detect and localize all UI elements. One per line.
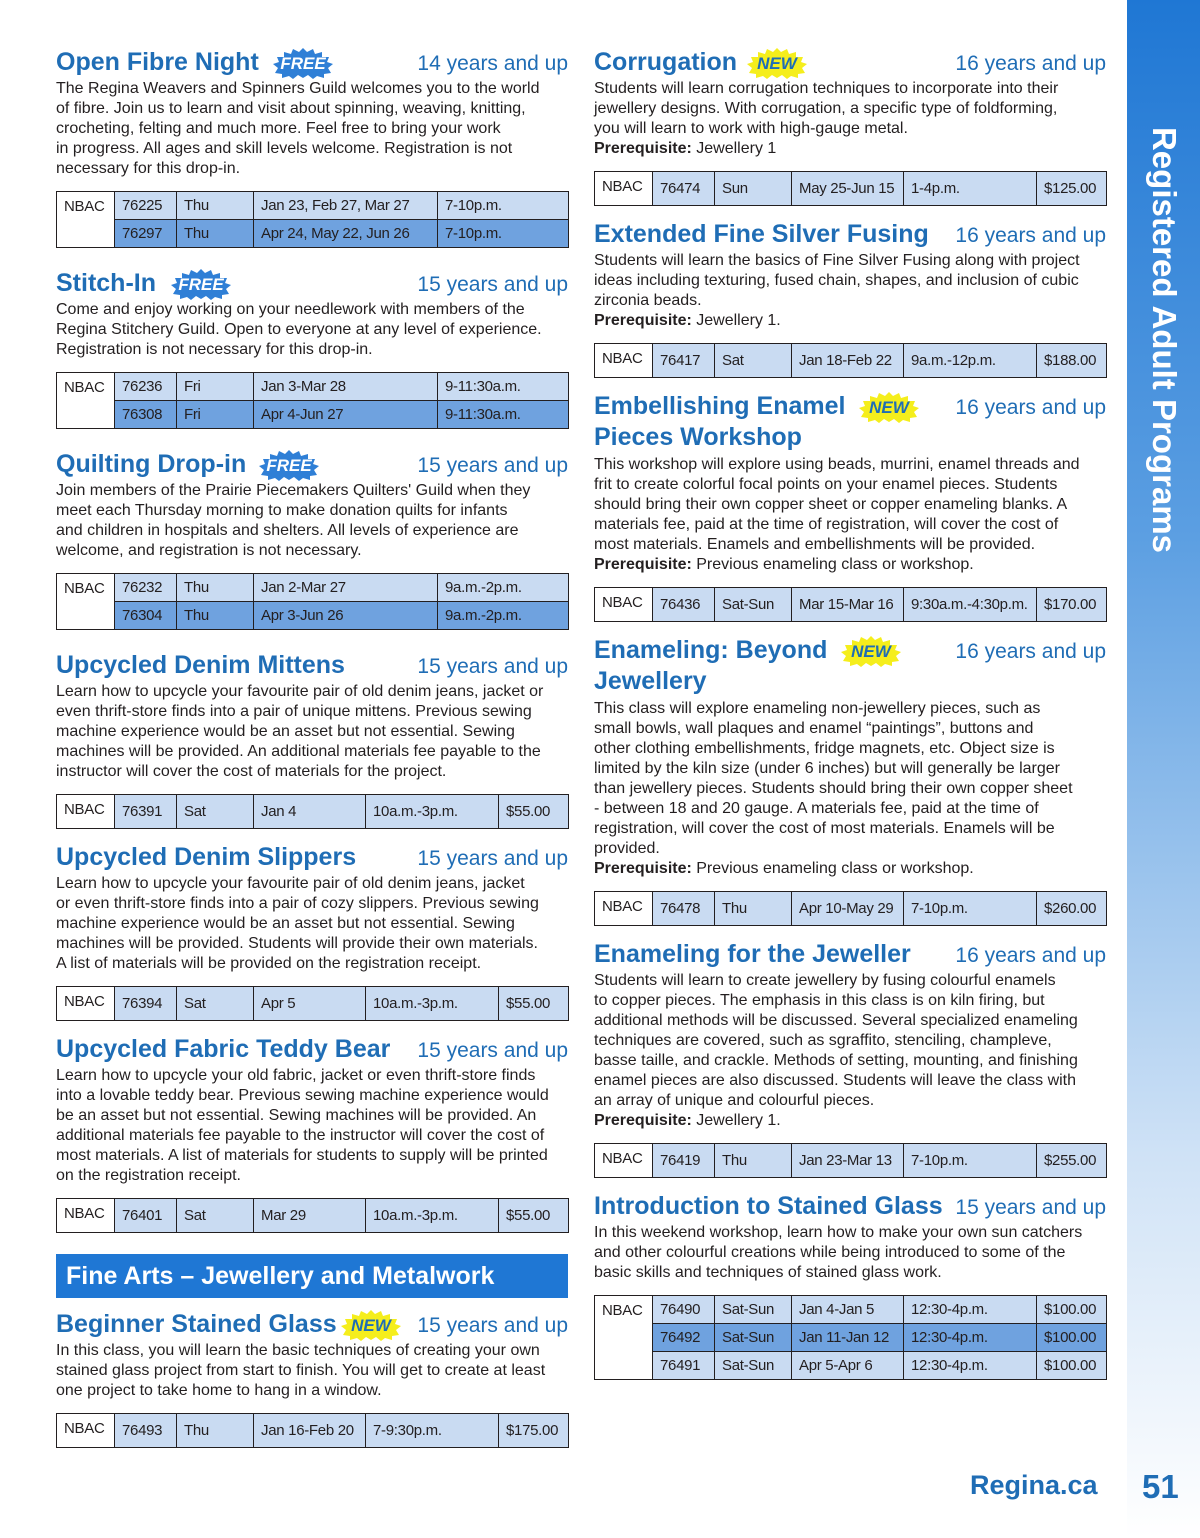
program-title: Beginner Stained Glass xyxy=(56,1310,337,1338)
svg-text:FREE: FREE xyxy=(280,54,326,73)
svg-text:NEW: NEW xyxy=(351,1316,391,1335)
location-cell: NBAC xyxy=(595,1296,653,1380)
program-title: Embellishing Enamel Pieces Workshop xyxy=(594,392,846,451)
price: $255.00 xyxy=(1037,1144,1107,1178)
course-code[interactable]: 76436 xyxy=(653,588,715,622)
program-title: Quilting Drop-in xyxy=(56,450,247,478)
section-banner: Fine Arts – Jewellery and Metalwork xyxy=(56,1254,568,1298)
prerequisite: Prerequisite: Jewellery 1. xyxy=(594,312,781,329)
price: $55.00 xyxy=(499,1199,569,1233)
side-tab-title: Registered Adult Programs xyxy=(1146,126,1183,554)
age-range: 15 years and up xyxy=(417,454,568,477)
program-title: Upcycled Denim Mittens xyxy=(56,651,345,679)
age-range: 16 years and up xyxy=(955,52,1106,75)
program-enameling-for-the-jeweller xyxy=(594,939,1106,1178)
prerequisite: Prerequisite: Jewellery 1 xyxy=(594,140,777,157)
program-description: Students will learn corrugation techniques to incorporate into their jewellery designs. With corrugation, a specific type of foldforming, you will learn to work with high-gauge metal. xyxy=(594,80,1059,137)
program-introduction-to-stained-glass xyxy=(594,1191,1106,1380)
location-cell: NBAC xyxy=(595,892,653,926)
svg-text:FREE: FREE xyxy=(178,275,224,294)
program-upcycled-denim-slippers xyxy=(56,842,568,1021)
course-code[interactable]: 76391 xyxy=(115,795,177,829)
schedule-row: NBAC 76236 Fri Jan 3-Mar 28 9-11:30a.m. xyxy=(57,373,569,401)
page-number: 51 xyxy=(1142,1468,1179,1505)
course-code[interactable]: 76474 xyxy=(653,172,715,206)
location-cell: NBAC xyxy=(595,1144,653,1178)
age-range: 15 years and up xyxy=(417,847,568,870)
schedule-table xyxy=(594,891,1107,926)
program-title: Stitch-In xyxy=(56,269,156,297)
program-corrugation xyxy=(594,47,1106,206)
schedule-row: NBAC 76417 Sat Jan 18-Feb 22 9a.m.-12p.m. $188.00 xyxy=(595,344,1107,378)
schedule-row: NBAC 76394 Sat Apr 5 10a.m.-3p.m. $55.00 xyxy=(57,987,569,1021)
schedule-row: NBAC 76490 Sat-Sun Jan 4-Jan 5 12:30-4p.m. $100.00 xyxy=(595,1296,1107,1324)
price: $125.00 xyxy=(1037,172,1107,206)
schedule-row: NBAC 76478 Thu Apr 10-May 29 7-10p.m. $260.00 xyxy=(595,892,1107,926)
price: $55.00 xyxy=(499,987,569,1021)
prerequisite: Prerequisite: Jewellery 1. xyxy=(594,1112,781,1129)
schedule-row: NBAC 76474 Sun May 25-Jun 15 1-4p.m. $125.00 xyxy=(595,172,1107,206)
course-code[interactable]: 76236 xyxy=(115,373,177,401)
age-range: 14 years and up xyxy=(417,52,568,75)
schedule-table xyxy=(594,343,1107,378)
price: $170.00 xyxy=(1037,588,1107,622)
price: $100.00 xyxy=(1037,1296,1107,1324)
age-range: 15 years and up xyxy=(417,655,568,678)
program-description: This class will explore enameling non-jewellery pieces, such as small bowls, wall plaques and enamel “paintings”, buttons and other clothing embellishments, fridge magnets, etc. Object size is limited by the kiln size (under 6 inches) but will generally be larger than jewellery pieces. Students should bring their own copper sheet - between 18 and 20 gauge. A materials fee, paid at the time of registration, will cover the cost of most materials. Enamels will be provided. xyxy=(594,700,1073,857)
schedule-row: NBAC 76391 Sat Jan 4 10a.m.-3p.m. $55.00 xyxy=(57,795,569,829)
program-title: Enameling for the Jeweller xyxy=(594,940,911,968)
course-code[interactable]: 76417 xyxy=(653,344,715,378)
age-range: 15 years and up xyxy=(955,1196,1106,1219)
schedule-row: NBAC 76436 Sat-Sun Mar 15-Mar 16 9:30a.m.-4:30p.m. $170.00 xyxy=(595,588,1107,622)
program-title: Corrugation xyxy=(594,48,738,76)
location-cell: NBAC xyxy=(57,795,115,829)
schedule-table xyxy=(594,1143,1107,1178)
program-title: Open Fibre Night xyxy=(56,48,259,76)
schedule-table xyxy=(56,372,569,429)
website-link[interactable]: Regina.ca xyxy=(970,1470,1098,1500)
program-title: Upcycled Fabric Teddy Bear xyxy=(56,1035,391,1063)
age-range: 16 years and up xyxy=(955,224,1106,247)
schedule-table xyxy=(594,1295,1107,1380)
schedule-row: 76308 Fri Apr 4-Jun 27 9-11:30a.m. xyxy=(57,401,569,429)
program-description: Students will learn to create jewellery by fusing colourful enamels to copper pieces. The emphasis in this class is on kiln firing, but additional methods will be discussed. Several specialized enameling techniques are covered, such as sgraffito, stenciling, champleve, basse taille, and crackle. Methods of setting, mounting, and finishing enamel pieces are also discussed. Students will leave the class with an array of unique and colourful pieces. xyxy=(594,972,1078,1109)
free-badge-icon xyxy=(272,47,334,79)
age-range: 15 years and up xyxy=(417,1039,568,1062)
schedule-table xyxy=(56,1198,569,1233)
program-enameling-beyond-jewellery xyxy=(594,635,1106,926)
schedule-table xyxy=(56,191,569,248)
schedule-row: NBAC 76401 Sat Mar 29 10a.m.-3p.m. $55.00 xyxy=(57,1199,569,1233)
course-code[interactable]: 76490 xyxy=(653,1296,715,1324)
program-upcycled-fabric-teddy-bear xyxy=(56,1034,568,1233)
schedule-row: NBAC 76493 Thu Jan 16-Feb 20 7-9:30p.m. $175.00 xyxy=(57,1414,569,1448)
location-cell: NBAC xyxy=(595,344,653,378)
program-open-fibre-night xyxy=(56,47,568,248)
program-description: Come and enjoy working on your needlework with members of the Regina Stitchery Guild. Open to everyone at any level of experience. Registration is not necessary for this drop-in. xyxy=(56,301,542,358)
program-embellishing-enamel xyxy=(594,391,1106,622)
schedule-table xyxy=(594,587,1107,622)
svg-text:NEW: NEW xyxy=(851,642,891,661)
schedule-row: 76297 Thu Apr 24, May 22, Jun 26 7-10p.m. xyxy=(57,220,569,248)
price: $100.00 xyxy=(1037,1352,1107,1380)
program-title: Enameling: Beyond Jewellery xyxy=(594,636,828,695)
age-range: 15 years and up xyxy=(417,1314,568,1337)
course-code[interactable]: 76225 xyxy=(115,192,177,220)
course-code[interactable]: 76419 xyxy=(653,1144,715,1178)
schedule-row: 76492 Sat-Sun Jan 11-Jan 12 12:30-4p.m. $100.00 xyxy=(595,1324,1107,1352)
svg-text:NEW: NEW xyxy=(757,54,797,73)
svg-text:NEW: NEW xyxy=(869,398,909,417)
age-range: 15 years and up xyxy=(417,273,568,296)
location-cell: NBAC xyxy=(595,172,653,206)
new-badge-icon xyxy=(858,391,920,423)
program-description: Learn how to upcycle your favourite pair of old denim jeans, jacket or even thrift-store finds into a pair of cozy slippers. Previous sewing machine experience would be an asset but not essential. Sewing machines will be provided. Students will provide their own materials. A list of materials will be provided on the registration receipt. xyxy=(56,875,539,972)
free-badge-icon xyxy=(258,449,320,481)
program-description: This workshop will explore using beads, murrini, enamel threads and frit to create colorful focal points on your enamel pieces. Students should bring their own copper sheet or copper enameling blanks. A materials fee, paid at the time of registration, will cover the cost of most materials. Enamels and embellishments will be provided. xyxy=(594,456,1080,553)
program-quilting-drop-in xyxy=(56,449,568,630)
location-cell: NBAC xyxy=(595,588,653,622)
program-description: Students will learn the basics of Fine Silver Fusing along with project ideas including texturing, fused chain, shapes, and inclusion of cubic zirconia beads. xyxy=(594,252,1080,309)
svg-text:FREE: FREE xyxy=(266,456,312,475)
schedule-row: NBAC 76419 Thu Jan 23-Mar 13 7-10p.m. $255.00 xyxy=(595,1144,1107,1178)
program-description: In this weekend workshop, learn how to make your own sun catchers and other colourful creations while being introduced to some of the basic skills and techniques of stained glass work. xyxy=(594,1224,1083,1281)
prerequisite: Prerequisite: Previous enameling class or workshop. xyxy=(594,556,974,573)
program-description: The Regina Weavers and Spinners Guild welcomes you to the world of fibre. Join us to learn and visit about spinning, weaving, knitting, crocheting, felting and much more. Feel free to bring your work in progress. All ages and skill levels welcome. Registration is not necessary for this drop-in. xyxy=(56,80,540,177)
location-cell: NBAC xyxy=(57,373,115,429)
age-range: 16 years and up xyxy=(955,396,1106,419)
location-cell: NBAC xyxy=(57,574,115,630)
course-code[interactable]: 76232 xyxy=(115,574,177,602)
schedule-table xyxy=(56,986,569,1021)
price: $260.00 xyxy=(1037,892,1107,926)
course-code[interactable]: 76478 xyxy=(653,892,715,926)
course-code[interactable]: 76394 xyxy=(115,987,177,1021)
course-code[interactable]: 76304 xyxy=(115,602,177,630)
program-stitch-in xyxy=(56,268,568,429)
schedule-table xyxy=(56,573,569,630)
course-code[interactable]: 76493 xyxy=(115,1414,177,1448)
location-cell: NBAC xyxy=(57,1199,115,1233)
new-badge-icon xyxy=(340,1309,402,1341)
program-description: Learn how to upcycle your old fabric, jacket or even thrift-store finds into a lovable teddy bear. Previous sewing machine experience would be an asset but not essential. Sewing machines will be provided. An additional materials fee payable to the instructor will cover the cost of most materials. A list of materials for students to supply will be printed on the registration receipt. xyxy=(56,1067,549,1184)
price: $100.00 xyxy=(1037,1324,1107,1352)
schedule-row: NBAC 76225 Thu Jan 23, Feb 27, Mar 27 7-10p.m. xyxy=(57,192,569,220)
schedule-row: 76491 Sat-Sun Apr 5-Apr 6 12:30-4p.m. $100.00 xyxy=(595,1352,1107,1380)
course-code[interactable]: 76297 xyxy=(115,220,177,248)
program-extended-fine-silver-fusing xyxy=(594,219,1106,378)
location-cell: NBAC xyxy=(57,987,115,1021)
schedule-row: NBAC 76232 Thu Jan 2-Mar 27 9a.m.-2p.m. xyxy=(57,574,569,602)
schedule-row: 76304 Thu Apr 3-Jun 26 9a.m.-2p.m. xyxy=(57,602,569,630)
location-cell: NBAC xyxy=(57,192,115,248)
course-code[interactable]: 76308 xyxy=(115,401,177,429)
course-code[interactable]: 76492 xyxy=(653,1324,715,1352)
program-beginner-stained-glass xyxy=(56,1309,568,1448)
age-range: 16 years and up xyxy=(955,944,1106,967)
program-upcycled-denim-mittens xyxy=(56,650,568,829)
location-cell: NBAC xyxy=(57,1414,115,1448)
price: $188.00 xyxy=(1037,344,1107,378)
price: $55.00 xyxy=(499,795,569,829)
price: $175.00 xyxy=(499,1414,569,1448)
new-badge-icon xyxy=(840,635,902,667)
schedule-table xyxy=(56,1413,569,1448)
program-description: Join members of the Prairie Piecemakers Quilters' Guild when they meet each Thursday morning to make donation quilts for infants and children in hospitals and shelters. All levels of experience are welcome, and registration is not necessary. xyxy=(56,482,531,559)
program-description: In this class, you will learn the basic techniques of creating your own stained glass project from start to finish. You will get to create at least one project to take home to hang in a window. xyxy=(56,1342,546,1399)
schedule-table xyxy=(56,794,569,829)
prerequisite: Prerequisite: Previous enameling class or workshop. xyxy=(594,860,974,877)
age-range: 16 years and up xyxy=(955,640,1106,663)
program-title: Introduction to Stained Glass xyxy=(594,1192,943,1220)
program-title: Extended Fine Silver Fusing xyxy=(594,220,929,248)
program-title: Upcycled Denim Slippers xyxy=(56,843,357,871)
course-code[interactable]: 76491 xyxy=(653,1352,715,1380)
schedule-table xyxy=(594,171,1107,206)
new-badge-icon xyxy=(746,47,808,79)
course-code[interactable]: 76401 xyxy=(115,1199,177,1233)
free-badge-icon xyxy=(170,268,232,300)
program-description: Learn how to upcycle your favourite pair of old denim jeans, jacket or even thrift-store finds into a pair of unique mittens. Previous sewing machine experience would be an asset but not essential. Sewing machines will be provided. An additional materials fee payable to the instructor will cover the cost of materials for the project. xyxy=(56,683,544,780)
